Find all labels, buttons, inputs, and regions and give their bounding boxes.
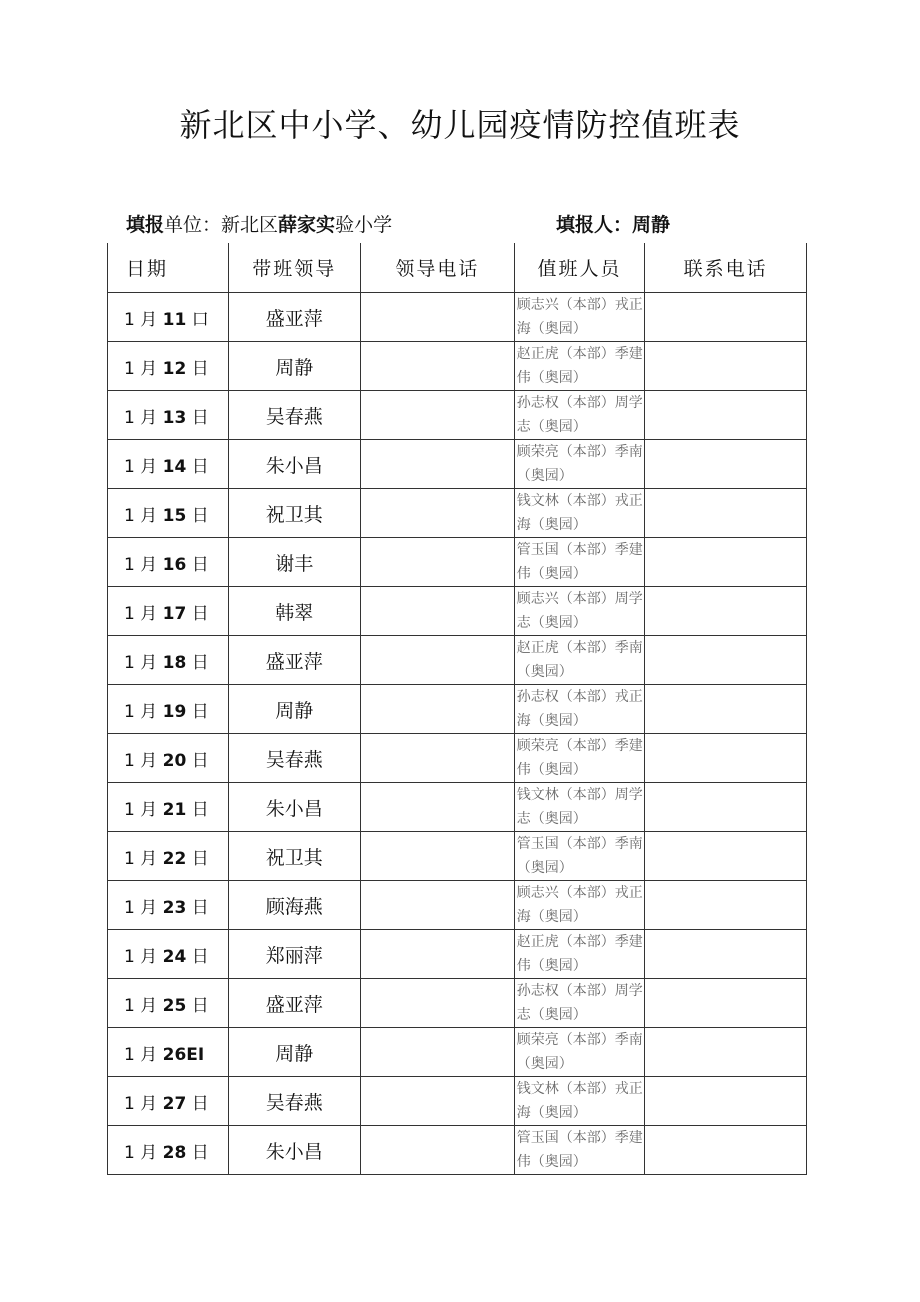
cell-date xyxy=(108,636,229,685)
staff-text: 钱文林（本部）周学志（奥园） xyxy=(516,787,643,827)
cell-leader-phone xyxy=(361,587,515,636)
date-suffix: 日 xyxy=(186,505,209,526)
cell-staff xyxy=(514,1028,645,1077)
cell-staff xyxy=(514,832,645,881)
cell-leader: 顾海燕 xyxy=(228,881,361,930)
date-prefix: 1 月 xyxy=(124,652,163,673)
cell-staff xyxy=(514,881,645,930)
table-header-row xyxy=(108,243,807,293)
cell-date xyxy=(108,391,229,440)
table-row xyxy=(108,636,807,685)
cell-leader: 祝卫其 xyxy=(228,832,361,881)
date-prefix: 1 月 xyxy=(124,799,163,820)
cell-leader-phone xyxy=(361,881,515,930)
reporter-name: 周静 xyxy=(632,214,671,236)
unit-value-bold: 薛家实 xyxy=(278,214,336,236)
cell-contact-phone xyxy=(645,1126,807,1175)
cell-contact-phone xyxy=(645,538,807,587)
date-prefix: 1 月 xyxy=(124,750,163,771)
cell-staff xyxy=(514,685,645,734)
date-prefix: 1 月 xyxy=(124,701,163,722)
date-prefix: 1 月 xyxy=(124,1044,163,1065)
date-number: 18 xyxy=(162,652,187,673)
cell-date xyxy=(108,930,229,979)
cell-date xyxy=(108,783,229,832)
cell-contact-phone xyxy=(645,783,807,832)
staff-text: 孙志权（本部）周学志（奥园） xyxy=(516,395,643,435)
table-row xyxy=(108,391,807,440)
header-leader-phone: 领导电话 xyxy=(361,243,515,293)
cell-leader: 盛亚萍 xyxy=(228,293,361,342)
cell-staff xyxy=(514,979,645,1028)
cell-contact-phone xyxy=(645,489,807,538)
date-suffix: 日 xyxy=(186,946,209,967)
cell-date xyxy=(108,1077,229,1126)
table-row xyxy=(108,489,807,538)
date-number: 28 xyxy=(162,1142,187,1163)
cell-date xyxy=(108,1126,229,1175)
cell-staff xyxy=(514,636,645,685)
table-row xyxy=(108,293,807,342)
cell-date xyxy=(108,832,229,881)
cell-date xyxy=(108,489,229,538)
table-row xyxy=(108,587,807,636)
date-suffix: 日 xyxy=(186,701,209,722)
date-suffix: 日 xyxy=(186,456,209,477)
cell-contact-phone xyxy=(645,1077,807,1126)
staff-text: 孙志权（本部）周学志（奥园） xyxy=(516,983,643,1023)
cell-date xyxy=(108,1028,229,1077)
cell-staff xyxy=(514,538,645,587)
cell-staff xyxy=(514,1126,645,1175)
date-suffix: 日 xyxy=(186,897,209,918)
table-row xyxy=(108,783,807,832)
staff-text: 顾志兴（本部）戎正海（奥园） xyxy=(516,297,643,337)
header-contact-phone: 联系电话 xyxy=(645,243,807,293)
date-prefix: 1 月 xyxy=(124,897,163,918)
cell-leader: 祝卫其 xyxy=(228,489,361,538)
cell-leader: 盛亚萍 xyxy=(228,636,361,685)
cell-leader-phone xyxy=(361,1126,515,1175)
date-number: 14 xyxy=(162,456,187,477)
date-number: 26EI xyxy=(162,1044,205,1065)
cell-leader-phone xyxy=(361,832,515,881)
cell-staff xyxy=(514,930,645,979)
staff-text: 钱文林（本部）戎正海（奥园） xyxy=(516,493,643,533)
cell-leader: 韩翠 xyxy=(228,587,361,636)
reporter-label: 填报人： xyxy=(556,214,633,236)
date-suffix: 日 xyxy=(186,652,209,673)
staff-text: 管玉国（本部）季南（奥园） xyxy=(516,836,643,876)
cell-staff xyxy=(514,391,645,440)
date-prefix: 1 月 xyxy=(124,603,163,624)
date-suffix: 日 xyxy=(186,799,209,820)
table-body xyxy=(108,293,807,1175)
header-date: 日期 xyxy=(108,243,229,293)
cell-leader-phone xyxy=(361,685,515,734)
cell-contact-phone xyxy=(645,440,807,489)
cell-leader: 朱小昌 xyxy=(228,1126,361,1175)
duty-table xyxy=(107,243,807,1175)
cell-leader-phone xyxy=(361,489,515,538)
cell-contact-phone xyxy=(645,832,807,881)
cell-staff xyxy=(514,440,645,489)
page-title: 新北区中小学、幼儿园疫情防控值班表 xyxy=(179,106,741,144)
cell-date xyxy=(108,538,229,587)
cell-date xyxy=(108,685,229,734)
date-number: 27 xyxy=(162,1093,187,1114)
cell-date xyxy=(108,979,229,1028)
date-number: 15 xyxy=(162,505,187,526)
cell-leader-phone xyxy=(361,1077,515,1126)
date-number: 16 xyxy=(162,554,187,575)
unit-value-b: 验小学 xyxy=(335,214,393,236)
table-row xyxy=(108,440,807,489)
cell-leader-phone xyxy=(361,293,515,342)
cell-staff xyxy=(514,293,645,342)
cell-leader: 谢丰 xyxy=(228,538,361,587)
date-suffix: 日 xyxy=(186,407,209,428)
cell-contact-phone xyxy=(645,734,807,783)
cell-leader-phone xyxy=(361,734,515,783)
cell-leader: 朱小昌 xyxy=(228,440,361,489)
date-number: 22 xyxy=(162,848,187,869)
date-prefix: 1 月 xyxy=(124,995,163,1016)
date-suffix: 日 xyxy=(186,358,209,379)
date-prefix: 1 月 xyxy=(124,848,163,869)
cell-staff xyxy=(514,734,645,783)
cell-staff xyxy=(514,342,645,391)
cell-leader: 吴春燕 xyxy=(228,1077,361,1126)
date-number: 21 xyxy=(162,799,187,820)
cell-contact-phone xyxy=(645,587,807,636)
staff-text: 赵正虎（本部）季南（奥园） xyxy=(516,640,643,680)
date-number: 17 xyxy=(162,603,187,624)
date-number: 25 xyxy=(162,995,187,1016)
date-number: 19 xyxy=(162,701,187,722)
unit-label: 单位： xyxy=(164,214,222,236)
cell-contact-phone xyxy=(645,636,807,685)
table-row xyxy=(108,734,807,783)
cell-contact-phone xyxy=(645,930,807,979)
cell-contact-phone xyxy=(645,881,807,930)
cell-leader-phone xyxy=(361,538,515,587)
date-prefix: 1 月 xyxy=(124,1093,163,1114)
cell-leader-phone xyxy=(361,979,515,1028)
cell-leader-phone xyxy=(361,1028,515,1077)
date-prefix: 1 月 xyxy=(124,407,163,428)
cell-leader: 郑丽萍 xyxy=(228,930,361,979)
cell-staff xyxy=(514,1077,645,1126)
table-row xyxy=(108,685,807,734)
reporting-unit xyxy=(126,210,392,237)
cell-leader: 周静 xyxy=(228,1028,361,1077)
cell-leader-phone xyxy=(361,783,515,832)
cell-date xyxy=(108,342,229,391)
cell-leader-phone xyxy=(361,636,515,685)
unit-value-a: 新北区 xyxy=(221,214,279,236)
cell-contact-phone xyxy=(645,342,807,391)
table-row xyxy=(108,342,807,391)
date-suffix: 日 xyxy=(186,848,209,869)
staff-text: 钱文林（本部）戎正海（奥园） xyxy=(516,1081,643,1121)
date-suffix: 日 xyxy=(186,995,209,1016)
date-suffix: 日 xyxy=(186,1093,209,1114)
table-row xyxy=(108,1077,807,1126)
table-row xyxy=(108,1028,807,1077)
cell-date xyxy=(108,587,229,636)
cell-leader-phone xyxy=(361,342,515,391)
cell-staff xyxy=(514,783,645,832)
cell-leader-phone xyxy=(361,930,515,979)
cell-staff xyxy=(514,587,645,636)
date-suffix: 口 xyxy=(186,309,209,330)
table-row xyxy=(108,538,807,587)
date-prefix: 1 月 xyxy=(124,554,163,575)
table-row xyxy=(108,930,807,979)
date-prefix: 1 月 xyxy=(124,456,163,477)
date-suffix: 日 xyxy=(186,1142,209,1163)
table-row xyxy=(108,1126,807,1175)
cell-leader: 周静 xyxy=(228,685,361,734)
date-number: 11 xyxy=(162,309,187,330)
date-number: 24 xyxy=(162,946,187,967)
cell-contact-phone xyxy=(645,979,807,1028)
header-leader: 带班领导 xyxy=(228,243,361,293)
staff-text: 管玉国（本部）季建伟（奥园） xyxy=(516,1130,643,1170)
date-number: 20 xyxy=(162,750,187,771)
staff-text: 顾志兴（本部）周学志（奥园） xyxy=(516,591,643,631)
table-row xyxy=(108,832,807,881)
cell-contact-phone xyxy=(645,1028,807,1077)
cell-date xyxy=(108,734,229,783)
date-number: 23 xyxy=(162,897,187,918)
cell-contact-phone xyxy=(645,293,807,342)
staff-text: 管玉国（本部）季建伟（奥园） xyxy=(516,542,643,582)
cell-staff xyxy=(514,489,645,538)
table-row xyxy=(108,881,807,930)
staff-text: 顾志兴（本部）戎正海（奥园） xyxy=(516,885,643,925)
cell-date xyxy=(108,293,229,342)
staff-text: 赵正虎（本部）季建伟（奥园） xyxy=(516,934,643,974)
date-prefix: 1 月 xyxy=(124,309,163,330)
cell-contact-phone xyxy=(645,391,807,440)
cell-leader: 盛亚萍 xyxy=(228,979,361,1028)
unit-label-bold: 填报 xyxy=(126,214,165,236)
date-prefix: 1 月 xyxy=(124,1142,163,1163)
cell-leader: 吴春燕 xyxy=(228,734,361,783)
date-prefix: 1 月 xyxy=(124,946,163,967)
cell-leader: 朱小昌 xyxy=(228,783,361,832)
date-number: 13 xyxy=(162,407,187,428)
date-suffix: 日 xyxy=(186,750,209,771)
cell-leader-phone xyxy=(361,391,515,440)
header-staff: 值班人员 xyxy=(514,243,645,293)
cell-date xyxy=(108,440,229,489)
date-prefix: 1 月 xyxy=(124,505,163,526)
staff-text: 孙志权（本部）戎正海（奥园） xyxy=(516,689,643,729)
reporter xyxy=(556,210,670,237)
cell-leader-phone xyxy=(361,440,515,489)
table-row xyxy=(108,979,807,1028)
staff-text: 顾荣亮（本部）季建伟（奥园） xyxy=(516,738,643,778)
staff-text: 顾荣亮（本部）季南（奥园） xyxy=(516,1032,643,1072)
date-suffix: 日 xyxy=(186,603,209,624)
cell-contact-phone xyxy=(645,685,807,734)
staff-text: 顾荣亮（本部）季南（奥园） xyxy=(516,444,643,484)
cell-date xyxy=(108,881,229,930)
date-prefix: 1 月 xyxy=(124,358,163,379)
date-suffix: 日 xyxy=(186,554,209,575)
cell-leader: 吴春燕 xyxy=(228,391,361,440)
cell-leader: 周静 xyxy=(228,342,361,391)
date-number: 12 xyxy=(162,358,187,379)
staff-text: 赵正虎（本部）季建伟（奥园） xyxy=(516,346,643,386)
